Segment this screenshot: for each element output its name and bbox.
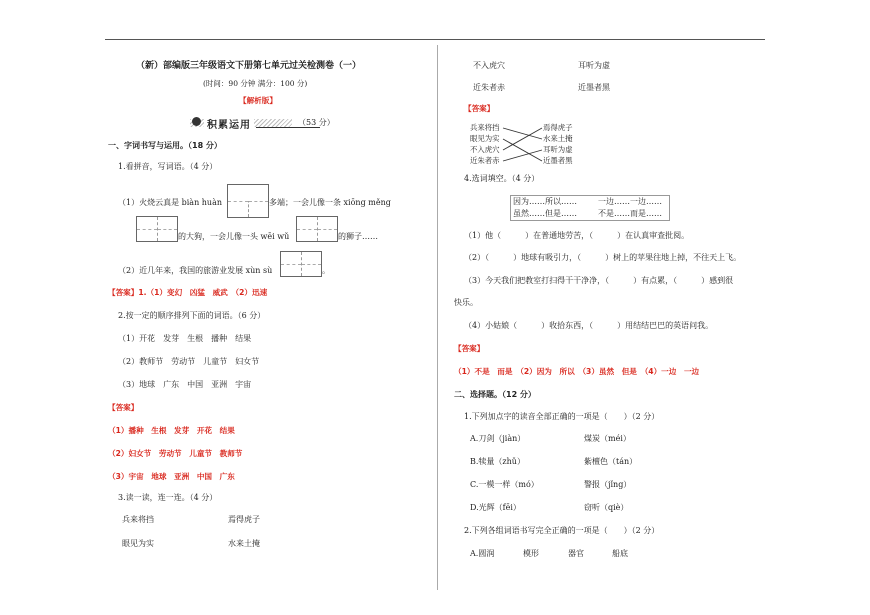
part2-title: 二、选择题。（12 分） <box>454 390 536 399</box>
q2-answer-label: 【答案】 <box>108 403 139 412</box>
q4-item: 快乐。 <box>454 298 478 307</box>
q3-answer-label: 【答案】 <box>464 104 495 113</box>
c1-option: 警报（jǐng） <box>584 480 632 489</box>
section-score: （53 分） <box>298 118 335 127</box>
match-left: 兵来将挡 <box>470 123 500 132</box>
bullet-icon <box>192 117 201 126</box>
match-right: 近墨者黑 <box>543 156 573 165</box>
part1-title: 一、字词书写与运用。（18 分） <box>108 141 222 150</box>
q3-left-item: 不入虎穴 <box>473 61 505 70</box>
option: 因为……所以…… <box>513 197 577 206</box>
option: 不是……而是…… <box>598 209 662 218</box>
writing-grid[interactable] <box>280 251 322 277</box>
c1-option: 紫檀色（tán） <box>584 457 638 466</box>
q4-item: （4）小姑娘（ ）收拾东西，（ ）用结结巴巴的英语问我。 <box>464 321 714 330</box>
q3-right-item: 耳听为虚 <box>578 61 610 70</box>
option: 虽然……但是…… <box>513 209 577 218</box>
q2-item: （1）开花 发芽 生根 播种 结果 <box>118 334 252 343</box>
section-banner <box>190 114 292 130</box>
c1-option: C.一模一样（mó） <box>470 480 539 489</box>
c1-option: A.刀剑（jiàn） <box>470 434 526 443</box>
q3-left-item: 近朱者赤 <box>473 83 505 92</box>
c2-option: 模形 <box>523 549 539 558</box>
q4-title: 4.选词填空。（4 分） <box>464 174 540 183</box>
c2-option: A.圆润 <box>470 549 495 558</box>
q3-left-item: 眼见为实 <box>122 539 154 548</box>
match-left: 不入虎穴 <box>470 145 500 154</box>
exam-info: (时间：90 分钟 满分：100 分) <box>203 79 308 88</box>
q2-title: 2.按一定的顺序排列下面的词语。（6 分） <box>118 311 266 320</box>
match-right: 焉得虎子 <box>543 123 573 132</box>
q1-line3-a: （2）近几年来，我国的旅游业发展 xùn sù <box>118 266 273 275</box>
match-right: 水来土掩 <box>543 134 573 143</box>
c1-option: D.光辉（fēi） <box>470 503 521 512</box>
q3-title: 3.读一读，连一连。（4 分） <box>118 493 218 502</box>
q2-answer: （1）播种 生根 发芽 开花 结果 <box>108 426 235 435</box>
column-divider <box>437 45 438 590</box>
version-label: 【解析版】 <box>239 96 277 105</box>
q3-right-item: 水来土掩 <box>228 539 260 548</box>
c1-option: 窃听（qiè） <box>584 503 629 512</box>
writing-grid[interactable] <box>296 216 338 242</box>
c1-option: 煤炭（méi） <box>584 434 631 443</box>
q4-item: （2）（ ）地球有吸引力，（ ）树上的苹果往地上掉，不往天上飞。 <box>464 253 742 262</box>
matching-lines <box>500 120 550 170</box>
c1-title: 1.下列加点字的读音全部正确的一项是（ ）（2 分） <box>464 412 660 421</box>
writing-grid[interactable] <box>136 216 178 242</box>
q1-line1-a: （1）火烧云真是 biàn huàn <box>118 198 223 207</box>
q4-item: （1）他（ ）在普通地劳苦，（ ）在认真审查批阅。 <box>464 231 690 240</box>
q2-item: （3）地球 广东 中国 亚洲 宇宙 <box>118 380 252 389</box>
q1-line1-b: 多端；一会儿像一条 xiōng měng <box>269 198 391 207</box>
c2-option: 船底 <box>612 549 628 558</box>
q2-item: （2）教师节 劳动节 儿童节 妇女节 <box>118 357 260 366</box>
match-left: 近朱者赤 <box>470 156 500 165</box>
q2-answer: （2）妇女节 劳动节 儿童节 教师节 <box>108 449 243 458</box>
c2-option: 器官 <box>568 549 584 558</box>
page-title: （新）部编版三年级语文下册第七单元过关检测卷（一） <box>136 61 362 71</box>
q1-line2-a: 的大狗，一会儿像一头 wēi wǔ <box>178 232 290 241</box>
q1-title: 1.看拼音，写词语。（4 分） <box>118 162 218 171</box>
q1-line3-b: 。 <box>322 266 330 275</box>
q4-answer: （1）不是 而是 （2）因为 所以 （3）虽然 但是 （4）一边 一边 <box>454 367 700 376</box>
match-left: 眼见为实 <box>470 134 500 143</box>
q3-left-item: 兵来将挡 <box>122 515 154 524</box>
c2-title: 2.下列各组词语书写完全正确的一项是（ ）（2 分） <box>464 526 660 535</box>
q3-right-item: 焉得虎子 <box>228 515 260 524</box>
section-banner-label: 积累运用 <box>204 116 254 131</box>
q4-answer-label: 【答案】 <box>454 344 485 353</box>
header-rule <box>105 39 765 40</box>
q2-answer: （3）宇宙 地球 亚洲 中国 广东 <box>108 472 235 481</box>
q3-right-item: 近墨者黑 <box>578 83 610 92</box>
option: 一边……一边…… <box>598 197 662 206</box>
c1-option: B.犊量（zhǔ） <box>470 457 525 466</box>
q1-answer: 【答案】1.（1）变幻 凶猛 威武 （2）迅速 <box>108 288 268 297</box>
q4-item: （3）今天我们把教室打扫得干干净净，（ ）有点累，（ ）感到很 <box>464 276 734 285</box>
match-right: 耳听为虚 <box>543 145 573 154</box>
q1-line2-b: 的狮子…… <box>338 232 378 241</box>
